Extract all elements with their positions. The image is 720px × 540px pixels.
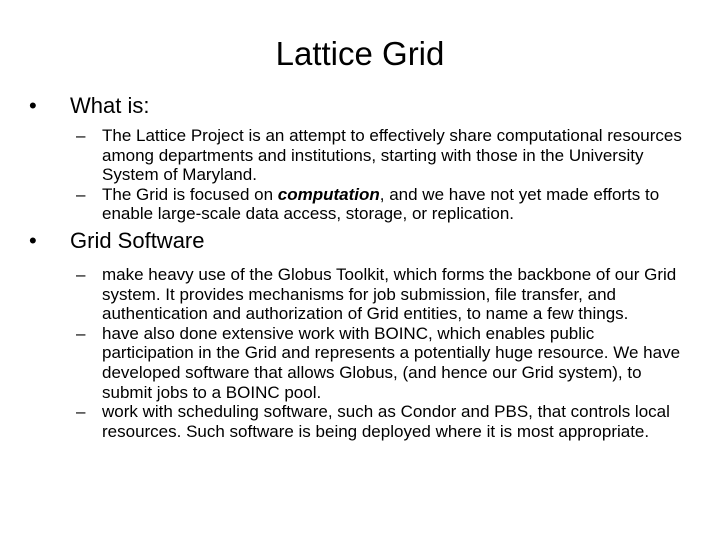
bullet-grid-software (0, 227, 690, 255)
dash-icon: – (76, 402, 86, 422)
sub-bullet-text-start: The Grid is focused on (102, 184, 278, 204)
section-grid-software (0, 227, 720, 441)
sub-bullet-text: have also done extensive work with BOINC, which enables public participation in the Grid and represents a potentially huge resource. We have developed software that allows Globus, (and hence our Grid system), to submit jobs to a BOINC pool. (102, 323, 681, 402)
dash-icon: – (76, 126, 86, 145)
sub-bullet-text: The Lattice Project is an attempt to effectively share computational resources among departments and institutions, starting with those in the University System of Maryland. (102, 126, 682, 185)
bullet-dot-icon: • (29, 227, 37, 253)
sub-bullet-item (0, 324, 684, 402)
section-heading: Grid Software (70, 227, 205, 253)
slide-title: Lattice Grid (275, 35, 445, 72)
section-heading: What is: (70, 93, 150, 118)
bullet-what-is (0, 92, 690, 120)
emphasized-word: computation (277, 184, 380, 204)
slide-content (0, 92, 720, 441)
section-what-is (0, 92, 720, 224)
sub-bullet-item (0, 265, 684, 324)
sub-bullet-item (0, 185, 684, 224)
sub-bullet-text: make heavy use of the Globus Toolkit, which forms the backbone of our Grid system. It provides mechanisms for job submission, file transfer, and authentication and authorization of Grid entities, to name a few things. (102, 264, 677, 324)
sub-bullet-text: work with scheduling software, such as Condor and PBS, that controls local resources. Such software is being deployed where it is most appropriate. (102, 402, 670, 441)
sub-bullet-list (0, 126, 720, 224)
dash-icon: – (76, 184, 86, 204)
sub-bullet-item (0, 402, 684, 441)
sub-bullet-text-end: , and we have not yet made efforts to enable large-scale data access, storage, or replication. (102, 184, 660, 224)
sub-bullet-list (0, 265, 720, 441)
dash-icon: – (76, 264, 86, 284)
sub-bullet-item (0, 126, 684, 185)
dash-icon: – (76, 323, 86, 343)
bullet-dot-icon: • (29, 93, 37, 118)
